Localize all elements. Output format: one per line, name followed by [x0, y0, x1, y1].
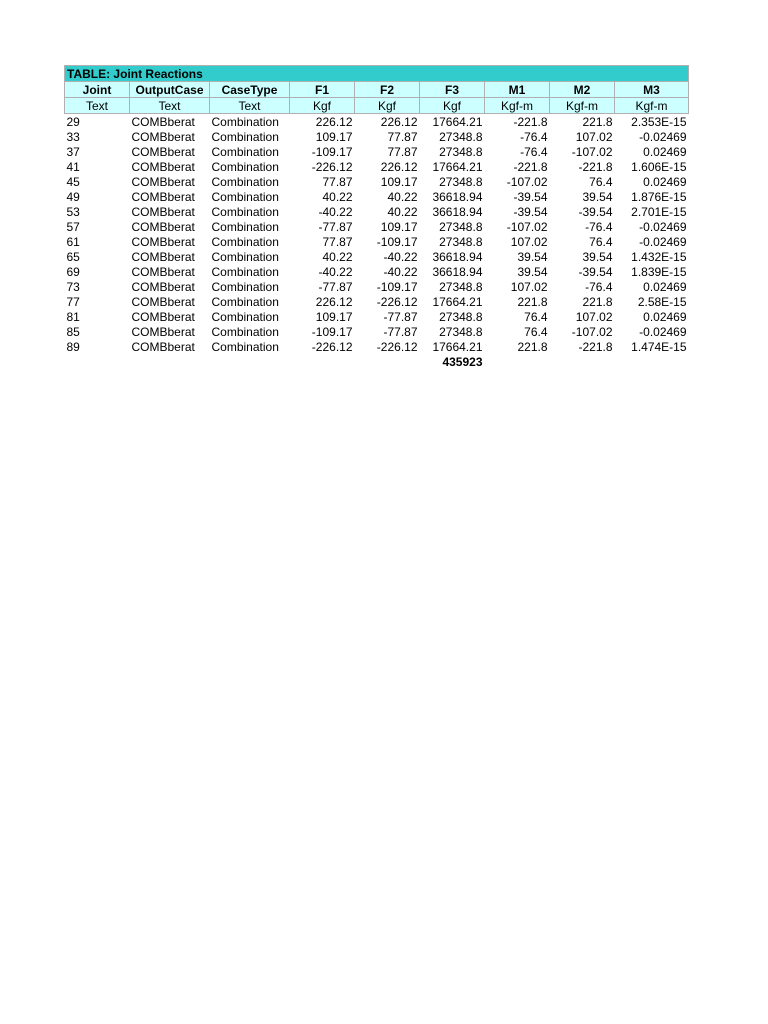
cell-f1[interactable]: 40.22 — [322, 189, 353, 204]
cell-f3[interactable]: 36618.94 — [432, 264, 483, 279]
cell-m3[interactable]: -0.02469 — [639, 234, 687, 249]
cell-m1[interactable]: 76.4 — [524, 309, 548, 324]
cell-m3[interactable]: 2.353E-15 — [631, 114, 687, 129]
cell-casetype[interactable]: Combination — [211, 294, 279, 309]
cell-joint[interactable]: 85 — [66, 324, 80, 339]
cell-f3[interactable]: 36618.94 — [432, 189, 483, 204]
table-row — [65, 129, 689, 144]
joint-reactions-table — [64, 65, 689, 369]
cell-m3[interactable]: 2.701E-15 — [631, 204, 687, 219]
cell-casetype[interactable]: Combination — [211, 279, 279, 294]
cell-f2[interactable]: 40.22 — [387, 189, 418, 204]
unit-f3[interactable]: Kgf — [420, 98, 485, 114]
cell-f2[interactable]: 77.87 — [387, 144, 418, 159]
cell-f1[interactable]: 77.87 — [322, 234, 353, 249]
cell-m3[interactable]: 0.02469 — [643, 309, 687, 324]
cell-m3[interactable]: 0.02469 — [643, 174, 687, 189]
cell-m1[interactable]: -107.02 — [506, 219, 548, 234]
cell-casetype[interactable]: Combination — [211, 189, 279, 204]
header-m3[interactable]: M3 — [615, 82, 689, 98]
header-f1[interactable]: F1 — [290, 82, 355, 98]
cell-f3[interactable]: 17664.21 — [432, 159, 483, 174]
header-row — [65, 82, 689, 98]
cell-casetype[interactable]: Combination — [211, 114, 279, 129]
cell-m2[interactable]: 76.4 — [589, 234, 613, 249]
empty-cell — [65, 354, 130, 369]
cell-m1[interactable]: 221.8 — [517, 294, 548, 309]
table-row — [65, 174, 689, 189]
cell-joint[interactable]: 45 — [66, 174, 80, 189]
cell-m1[interactable]: 39.54 — [517, 249, 548, 264]
cell-f1[interactable]: 226.12 — [315, 114, 353, 129]
cell-casetype[interactable]: Combination — [211, 264, 279, 279]
cell-outputcase[interactable]: COMBberat — [131, 294, 195, 309]
cell-m3[interactable]: -0.02469 — [639, 324, 687, 339]
cell-casetype[interactable]: Combination — [211, 204, 279, 219]
cell-outputcase[interactable]: COMBberat — [131, 219, 195, 234]
cell-f2[interactable]: -77.87 — [383, 324, 418, 339]
unit-casetype[interactable]: Text — [210, 98, 290, 114]
unit-f1[interactable]: Kgf — [290, 98, 355, 114]
cell-m1[interactable]: -39.54 — [513, 204, 548, 219]
cell-f2[interactable]: -77.87 — [383, 309, 418, 324]
cell-f2[interactable]: 226.12 — [380, 114, 418, 129]
cell-joint[interactable]: 61 — [66, 234, 80, 249]
cell-m1[interactable]: -221.8 — [513, 159, 548, 174]
cell-f3[interactable]: 36618.94 — [432, 204, 483, 219]
header-m2[interactable]: M2 — [550, 82, 615, 98]
cell-f3[interactable]: 17664.21 — [432, 339, 483, 354]
cell-f1[interactable]: -226.12 — [311, 159, 353, 174]
table-row — [65, 219, 689, 234]
cell-f3[interactable]: 27348.8 — [439, 279, 483, 294]
table-row — [65, 279, 689, 294]
unit-m3[interactable]: Kgf-m — [615, 98, 689, 114]
total-row — [65, 354, 689, 369]
cell-f2[interactable]: 109.17 — [380, 174, 418, 189]
table-row — [65, 264, 689, 279]
cell-joint[interactable]: 41 — [66, 159, 80, 174]
units-row — [65, 98, 689, 114]
cell-f2[interactable]: -40.22 — [383, 264, 418, 279]
empty-cell — [290, 354, 355, 369]
cell-m2[interactable]: -39.54 — [578, 264, 613, 279]
unit-outputcase[interactable]: Text — [130, 98, 210, 114]
cell-f3[interactable]: 36618.94 — [432, 249, 483, 264]
table-row — [65, 339, 689, 354]
cell-m3[interactable]: -0.02469 — [639, 129, 687, 144]
cell-m3[interactable]: 2.58E-15 — [637, 294, 687, 309]
table-row — [65, 204, 689, 219]
cell-m1[interactable]: 221.8 — [517, 339, 548, 354]
cell-f1[interactable]: 226.12 — [315, 294, 353, 309]
cell-casetype[interactable]: Combination — [211, 159, 279, 174]
cell-m2[interactable]: 221.8 — [582, 114, 613, 129]
cell-f1[interactable]: -109.17 — [311, 324, 353, 339]
table-row — [65, 114, 689, 130]
cell-casetype[interactable]: Combination — [211, 219, 279, 234]
cell-outputcase[interactable]: COMBberat — [131, 279, 195, 294]
cell-casetype[interactable]: Combination — [211, 144, 279, 159]
cell-m1[interactable]: 76.4 — [524, 324, 548, 339]
cell-casetype[interactable]: Combination — [211, 339, 279, 354]
empty-cell — [485, 354, 550, 369]
cell-casetype[interactable]: Combination — [211, 249, 279, 264]
cell-joint[interactable]: 53 — [66, 204, 80, 219]
empty-cell — [210, 354, 290, 369]
cell-joint[interactable]: 81 — [66, 309, 80, 324]
cell-f3[interactable]: 27348.8 — [439, 219, 483, 234]
cell-joint[interactable]: 77 — [66, 294, 80, 309]
header-outputcase[interactable]: OutputCase — [130, 82, 210, 98]
table-row — [65, 324, 689, 339]
cell-casetype[interactable]: Combination — [211, 174, 279, 189]
cell-m3[interactable]: 1.876E-15 — [631, 189, 687, 204]
cell-m3[interactable]: 1.474E-15 — [631, 339, 687, 354]
cell-f2[interactable]: -226.12 — [376, 294, 418, 309]
cell-f3[interactable]: 27348.8 — [439, 324, 483, 339]
cell-outputcase[interactable]: COMBberat — [131, 129, 195, 144]
cell-casetype[interactable]: Combination — [211, 234, 279, 249]
header-f2[interactable]: F2 — [355, 82, 420, 98]
cell-m2[interactable]: 39.54 — [582, 249, 613, 264]
cell-outputcase[interactable]: COMBberat — [131, 264, 195, 279]
cell-f1[interactable]: 109.17 — [315, 309, 353, 324]
cell-m2[interactable]: 76.4 — [589, 174, 613, 189]
cell-m1[interactable]: -107.02 — [506, 174, 548, 189]
cell-f3[interactable]: 27348.8 — [439, 144, 483, 159]
cell-joint[interactable]: 33 — [66, 129, 80, 144]
table-title-row — [65, 66, 689, 82]
cell-m3[interactable]: 1.432E-15 — [631, 249, 687, 264]
cell-f3[interactable]: 17664.21 — [432, 294, 483, 309]
cell-outputcase[interactable]: COMBberat — [131, 174, 195, 189]
cell-f3[interactable]: 17664.21 — [432, 114, 483, 129]
empty-cell — [130, 354, 210, 369]
cell-outputcase[interactable]: COMBberat — [131, 249, 195, 264]
cell-joint[interactable]: 65 — [66, 249, 80, 264]
cell-m3[interactable]: 1.606E-15 — [631, 159, 687, 174]
cell-m3[interactable]: 1.839E-15 — [631, 264, 687, 279]
cell-m2[interactable]: 107.02 — [575, 309, 613, 324]
table-row — [65, 159, 689, 174]
cell-outputcase[interactable]: COMBberat — [131, 159, 195, 174]
cell-m1[interactable]: -221.8 — [513, 114, 548, 129]
header-m1[interactable]: M1 — [485, 82, 550, 98]
cell-m2[interactable]: -107.02 — [571, 144, 613, 159]
cell-m1[interactable]: 107.02 — [510, 234, 548, 249]
unit-f2[interactable]: Kgf — [355, 98, 420, 114]
cell-m2[interactable]: 221.8 — [582, 294, 613, 309]
cell-m2[interactable]: -221.8 — [578, 339, 613, 354]
table-row — [65, 294, 689, 309]
table-row — [65, 189, 689, 204]
cell-joint[interactable]: 37 — [66, 144, 80, 159]
cell-m2[interactable]: 39.54 — [582, 189, 613, 204]
empty-cell — [615, 354, 689, 369]
cell-outputcase[interactable]: COMBberat — [131, 339, 195, 354]
cell-m2[interactable]: -76.4 — [585, 279, 613, 294]
cell-f1[interactable]: -109.17 — [311, 144, 353, 159]
cell-f2[interactable]: 109.17 — [380, 219, 418, 234]
total-f3[interactable]: 435923 — [442, 354, 483, 369]
cell-f1[interactable]: 40.22 — [322, 249, 353, 264]
cell-casetype[interactable]: Combination — [211, 324, 279, 339]
cell-outputcase[interactable]: COMBberat — [131, 204, 195, 219]
cell-joint[interactable]: 69 — [66, 264, 80, 279]
cell-m2[interactable]: -76.4 — [585, 219, 613, 234]
cell-m1[interactable]: 107.02 — [510, 279, 548, 294]
table-row — [65, 234, 689, 249]
cell-f1[interactable]: 77.87 — [322, 174, 353, 189]
header-casetype[interactable]: CaseType — [210, 82, 290, 98]
cell-m2[interactable]: -221.8 — [578, 159, 613, 174]
cell-f2[interactable]: 77.87 — [387, 129, 418, 144]
cell-joint[interactable]: 89 — [66, 339, 80, 354]
cell-m1[interactable]: 39.54 — [517, 264, 548, 279]
cell-joint[interactable]: 73 — [66, 279, 80, 294]
joint-reactions-sheet — [64, 65, 688, 369]
cell-outputcase[interactable]: COMBberat — [131, 114, 195, 129]
cell-f1[interactable]: -40.22 — [318, 264, 353, 279]
unit-m2[interactable]: Kgf-m — [550, 98, 615, 114]
cell-m1[interactable]: -39.54 — [513, 189, 548, 204]
cell-f2[interactable]: -109.17 — [376, 234, 418, 249]
cell-f1[interactable]: 109.17 — [315, 129, 353, 144]
cell-outputcase[interactable]: COMBberat — [131, 144, 195, 159]
cell-m2[interactable]: -107.02 — [571, 324, 613, 339]
table-row — [65, 249, 689, 264]
cell-f3[interactable]: 27348.8 — [439, 234, 483, 249]
cell-outputcase[interactable]: COMBberat — [131, 234, 195, 249]
header-joint[interactable]: Joint — [65, 82, 130, 98]
cell-f2[interactable]: -226.12 — [376, 339, 418, 354]
cell-joint[interactable]: 29 — [66, 114, 80, 129]
cell-f1[interactable]: -226.12 — [311, 339, 353, 354]
cell-m2[interactable]: -39.54 — [578, 204, 613, 219]
cell-m3[interactable]: 0.02469 — [643, 279, 687, 294]
cell-f3[interactable]: 27348.8 — [439, 174, 483, 189]
cell-f2[interactable]: 226.12 — [380, 159, 418, 174]
cell-outputcase[interactable]: COMBberat — [131, 309, 195, 324]
cell-casetype[interactable]: Combination — [211, 309, 279, 324]
cell-f2[interactable]: -40.22 — [383, 249, 418, 264]
cell-joint[interactable]: 57 — [66, 219, 80, 234]
cell-f2[interactable]: 40.22 — [387, 204, 418, 219]
cell-m2[interactable]: 107.02 — [575, 129, 613, 144]
cell-outputcase[interactable]: COMBberat — [131, 189, 195, 204]
unit-m1[interactable]: Kgf-m — [485, 98, 550, 114]
cell-f3[interactable]: 27348.8 — [439, 309, 483, 324]
empty-cell — [550, 354, 615, 369]
cell-f3[interactable]: 27348.8 — [439, 129, 483, 144]
table-row — [65, 144, 689, 159]
cell-m1[interactable]: -76.4 — [520, 144, 548, 159]
cell-m3[interactable]: 0.02469 — [643, 144, 687, 159]
cell-f2[interactable]: -109.17 — [376, 279, 418, 294]
cell-joint[interactable]: 49 — [66, 189, 80, 204]
cell-f1[interactable]: -77.87 — [318, 219, 353, 234]
header-f3[interactable]: F3 — [420, 82, 485, 98]
table-title[interactable]: TABLE: Joint Reactions — [65, 66, 689, 82]
unit-joint[interactable]: Text — [65, 98, 130, 114]
table-row — [65, 309, 689, 324]
empty-cell — [355, 354, 420, 369]
cell-outputcase[interactable]: COMBberat — [131, 324, 195, 339]
cell-f1[interactable]: -40.22 — [318, 204, 353, 219]
cell-m3[interactable]: -0.02469 — [639, 219, 687, 234]
cell-f1[interactable]: -77.87 — [318, 279, 353, 294]
cell-casetype[interactable]: Combination — [211, 129, 279, 144]
cell-m1[interactable]: -76.4 — [520, 129, 548, 144]
